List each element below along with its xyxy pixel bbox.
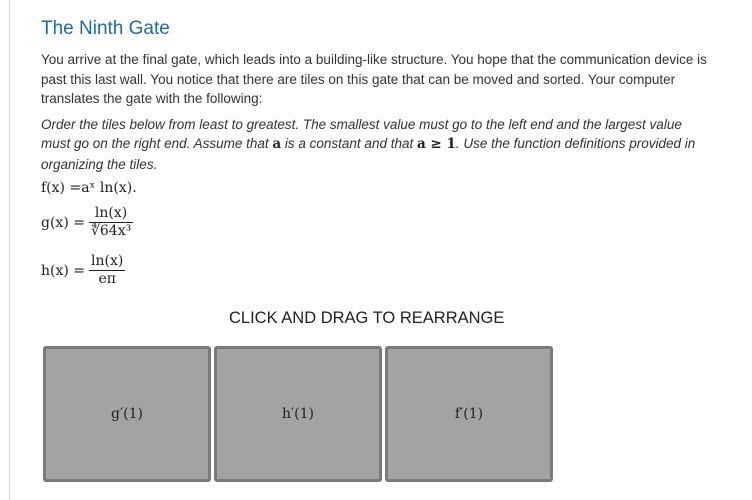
function-h-denominator: eᴨ [98, 271, 116, 287]
function-f-label: f(x) = [41, 180, 82, 196]
function-g-denominator: ∜64x³ [90, 223, 132, 239]
page-title: The Ninth Gate [41, 18, 170, 39]
function-h-fraction [89, 253, 125, 288]
function-f-definition [41, 180, 137, 196]
tile-f-prime[interactable] [385, 346, 553, 482]
left-border-rule [9, 0, 10, 500]
instruction-text-2: is a constant and that [281, 136, 417, 151]
instruction-text-3: . Use the function definitions provided in organizing the tiles. [41, 136, 696, 172]
instruction-paragraph [41, 115, 713, 175]
tile-h-prime[interactable] [214, 346, 382, 482]
tile-label: g′(1) [111, 406, 143, 422]
function-h-definition [41, 253, 125, 288]
function-h-numerator: ln(x) [91, 253, 124, 269]
function-g-label: g(x) = [41, 214, 85, 231]
instruction-text-1: Order the tiles below from least to greatest. The smallest value must go to the left end and the largest value must go on the right end. Assume that [41, 116, 682, 151]
tile-label: f′(1) [454, 406, 484, 422]
function-g-definition [41, 205, 133, 240]
function-h-label: h(x) = [41, 262, 86, 279]
question-content [41, 18, 713, 174]
intro-paragraph: You arrive at the final gate, which leads into a building-like structure. You hope that the communication device is past this last wall. You notice that there are tiles on this gate that can be moved and sorted. Your computer translates the gate with the following: [41, 52, 707, 106]
tile-g-prime[interactable] [43, 346, 211, 482]
instruction-condition: a ≥ 1 [416, 136, 456, 152]
function-g-fraction [89, 205, 133, 240]
tile-label: h′(1) [281, 406, 315, 422]
drag-instruction: CLICK AND DRAG TO REARRANGE [229, 309, 505, 327]
instruction-variable-a: a [272, 136, 282, 152]
function-f-expression: aˣ ln(x). [81, 180, 137, 196]
function-g-numerator: ln(x) [89, 205, 133, 223]
